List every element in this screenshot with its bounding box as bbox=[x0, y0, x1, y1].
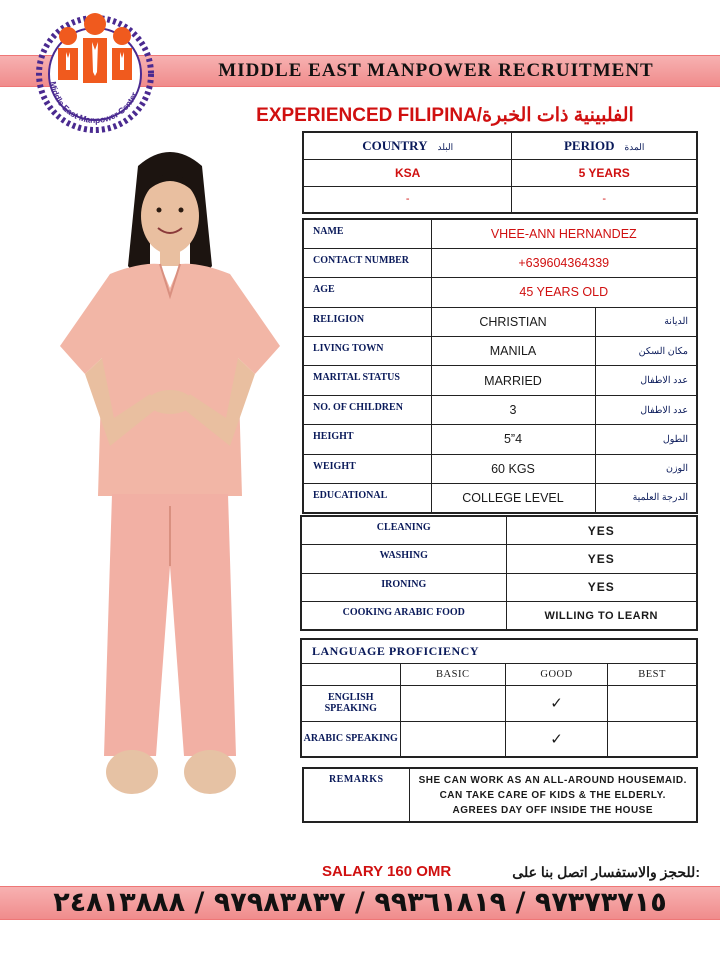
height-value: 5”4 bbox=[431, 425, 595, 454]
marital-status-value: MARRIED bbox=[431, 366, 595, 395]
skill-label: CLEANING bbox=[301, 516, 506, 545]
candidate-photo bbox=[50, 146, 290, 806]
language-table bbox=[300, 638, 698, 758]
english-basic bbox=[400, 685, 505, 721]
contact-label: CONTACT NUMBER bbox=[303, 248, 431, 277]
profile-row-children bbox=[303, 395, 697, 424]
skill-row bbox=[301, 602, 697, 631]
skill-row bbox=[301, 573, 697, 602]
country-label: COUNTRY bbox=[362, 137, 428, 153]
name-value: VHEE-ANN HERNANDEZ bbox=[431, 219, 697, 248]
marital-status-label: MARITAL STATUS bbox=[303, 366, 431, 395]
skill-row bbox=[301, 545, 697, 574]
education-label: EDUCATIONAL bbox=[303, 484, 431, 513]
height-label-ar: الطول bbox=[595, 425, 697, 454]
company-logo bbox=[28, 8, 162, 136]
contact-prompt-ar: للحجز والاستفسار اتصل بنا على: bbox=[512, 864, 700, 880]
language-row-english bbox=[301, 685, 697, 721]
profile-row-town bbox=[303, 337, 697, 366]
skill-label: WASHING bbox=[301, 545, 506, 574]
country-label-ar: البلد bbox=[437, 141, 454, 152]
skill-answer: WILLING TO LEARN bbox=[506, 602, 697, 631]
height-label: HEIGHT bbox=[303, 425, 431, 454]
profile-row-education bbox=[303, 484, 697, 513]
profile-row-height bbox=[303, 425, 697, 454]
living-town-value: MANILA bbox=[431, 337, 595, 366]
profile-table bbox=[302, 218, 698, 514]
level-best: BEST bbox=[608, 663, 697, 685]
remarks-line: SHE CAN WORK AS AN ALL-AROUND HOUSEMAID. bbox=[418, 774, 687, 786]
living-town-label: LIVING TOWN bbox=[303, 337, 431, 366]
logo-text: Middle East Manpower Center bbox=[48, 80, 140, 126]
language-col-empty bbox=[301, 663, 400, 685]
children-label: NO. OF CHILDREN bbox=[303, 395, 431, 424]
religion-label-ar: الديانة bbox=[595, 307, 697, 336]
religion-value: CHRISTIAN bbox=[431, 307, 595, 336]
language-title: LANGUAGE PROFICIENCY bbox=[301, 639, 697, 663]
religion-label: RELIGION bbox=[303, 307, 431, 336]
profile-row-name bbox=[303, 219, 697, 248]
name-label: NAME bbox=[303, 219, 431, 248]
english-best bbox=[608, 685, 697, 721]
period-header bbox=[512, 132, 697, 159]
level-good: GOOD bbox=[505, 663, 607, 685]
country-header bbox=[303, 132, 512, 159]
profile-row-age bbox=[303, 278, 697, 307]
page-title: MIDDLE EAST MANPOWER RECRUITMENT bbox=[218, 60, 654, 81]
salary: SALARY 160 OMR bbox=[322, 863, 452, 880]
remarks-text bbox=[409, 768, 697, 822]
period-label: PERIOD bbox=[563, 137, 615, 153]
age-value: 45 YEARS OLD bbox=[431, 278, 697, 307]
subtitle: EXPERIENCED FILIPINA/الفلبينية ذات الخبرة bbox=[256, 105, 634, 126]
education-value: COLLEGE LEVEL bbox=[431, 484, 595, 513]
remarks-line: AGREES DAY OFF INSIDE THE HOUSE bbox=[452, 804, 654, 816]
age-label: AGE bbox=[303, 278, 431, 307]
weight-label-ar: الوزن bbox=[595, 454, 697, 483]
skill-row bbox=[301, 516, 697, 545]
marital-status-label-ar: عدد الاطفال bbox=[595, 366, 697, 395]
living-town-label-ar: مكان السكن bbox=[595, 337, 697, 366]
remarks-line: CAN TAKE CARE OF KIDS & THE ELDERLY. bbox=[439, 789, 666, 801]
children-label-ar: عدد الاطفال bbox=[595, 395, 697, 424]
period-label-ar: المدة bbox=[624, 141, 645, 152]
language-english: ENGLISH SPEAKING bbox=[301, 685, 400, 721]
arabic-basic bbox=[400, 721, 505, 757]
skill-answer: YES bbox=[506, 573, 697, 602]
language-arabic: ARABIC SPEAKING bbox=[301, 721, 400, 757]
remarks-table bbox=[302, 767, 698, 823]
profile-row-weight bbox=[303, 454, 697, 483]
remarks-label: REMARKS bbox=[303, 768, 409, 822]
skill-answer: YES bbox=[506, 516, 697, 545]
contact-value: +639604364339 bbox=[431, 248, 697, 277]
skills-table bbox=[300, 515, 698, 631]
period-value-2: - bbox=[512, 186, 697, 213]
weight-label: WEIGHT bbox=[303, 454, 431, 483]
skill-label: COOKING ARABIC FOOD bbox=[301, 602, 506, 631]
country-value-2: - bbox=[303, 186, 512, 213]
phone-numbers: ٩٧٣٧٣٧١٥ / ٩٩٣٦١٨١٩ / ٩٧٩٨٣٨٣٧ / ٢٤٨١٣٨٨٨ bbox=[53, 887, 667, 918]
arabic-best bbox=[608, 721, 697, 757]
education-label-ar: الدرجة العلمية bbox=[595, 484, 697, 513]
country-value: KSA bbox=[303, 159, 512, 186]
skill-answer: YES bbox=[506, 545, 697, 574]
level-basic: BASIC bbox=[400, 663, 505, 685]
period-value: 5 YEARS bbox=[512, 159, 697, 186]
arabic-good-check-icon: ✓ bbox=[505, 721, 607, 757]
profile-row-marital bbox=[303, 366, 697, 395]
weight-value: 60 KGS bbox=[431, 454, 595, 483]
children-value: 3 bbox=[431, 395, 595, 424]
skill-label: IRONING bbox=[301, 573, 506, 602]
profile-row-contact bbox=[303, 248, 697, 277]
language-row-arabic bbox=[301, 721, 697, 757]
placement-table bbox=[302, 131, 698, 214]
profile-row-religion bbox=[303, 307, 697, 336]
english-good-check-icon: ✓ bbox=[505, 685, 607, 721]
